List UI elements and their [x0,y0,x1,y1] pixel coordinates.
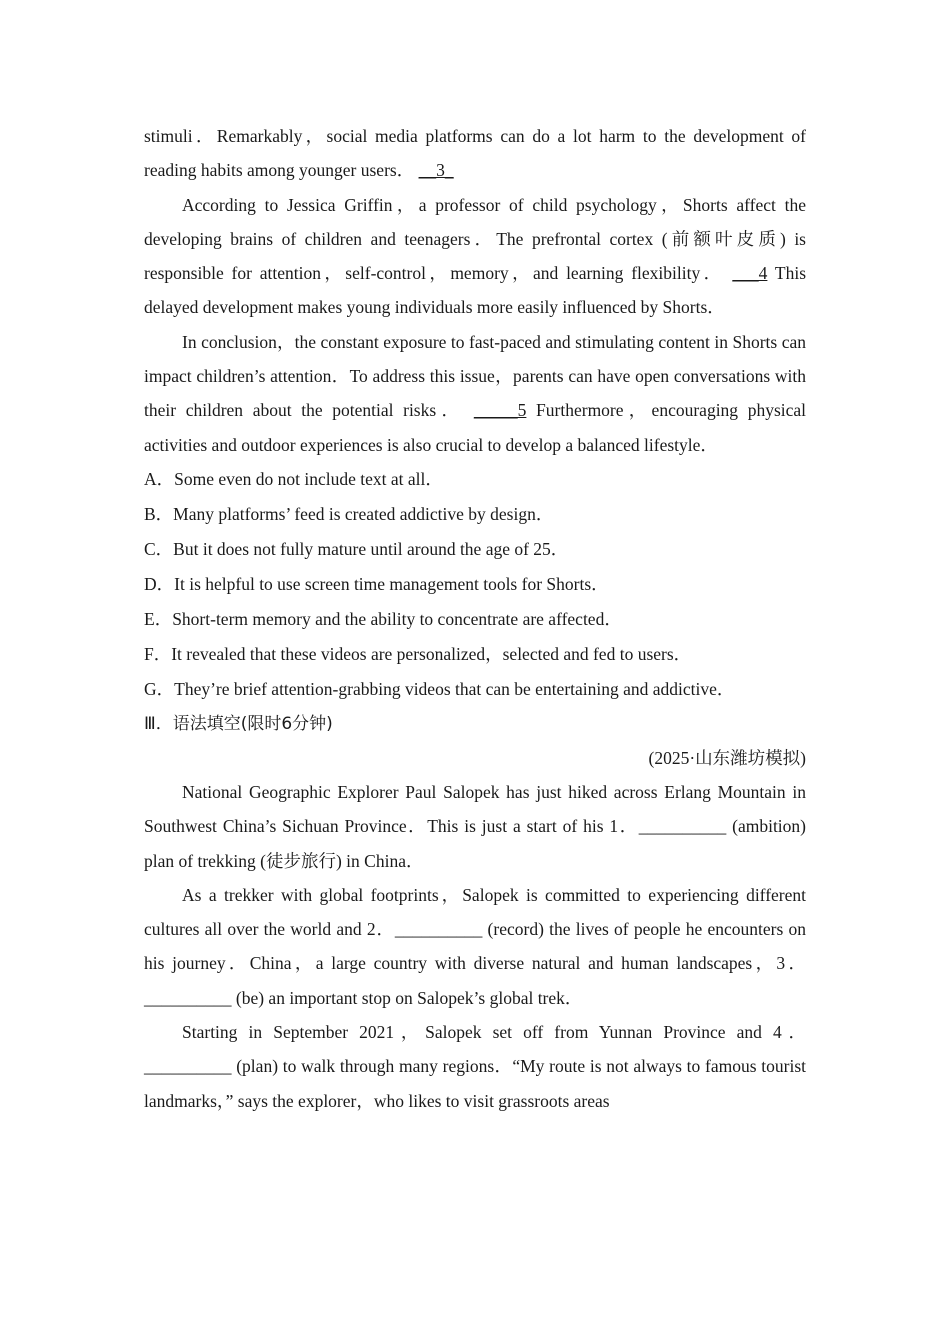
option-b: B．Many platforms’ feed is created addictive by design． [144,503,554,524]
option-c: C．But it does not fully mature until around the age of 25． [144,538,569,559]
section-title: Ⅲ．语法填空(限时6分钟) [144,713,333,734]
paragraph-text: stimuli．Remarkably，social media platforms can do a lot harm to the development of reading habits among younger users． [144,126,806,181]
passage2-paragraph-1: As a trekker with global footprints，Salopek is committed to experiencing different cultures all over the world and 2．__________ (record) the lives of people he encounters on his journey．China，a large country with diverse natural and human landscapes，3．__________ (be) an important stop on Salopek’s global trek． [144,884,806,1008]
passage1-paragraph-2 [144,325,806,462]
option-a: A．Some even do not include text at all． [144,468,443,489]
blank-3: __3_ [418,160,454,181]
blank-5: _____5 [473,400,527,421]
passage2-paragraph-0: National Geographic Explorer Paul Salopek has just hiked across Erlang Mountain in Southwest China’s Sichuan Province．This is just a start of his 1．__________ (ambition) plan of trekking (徒步旅行) in China． [144,781,806,871]
passage1-paragraph-0 [144,119,806,188]
document-page [144,119,806,1118]
blank-4: ___4 [732,263,768,284]
option-e: E．Short-term memory and the ability to concentrate are affected． [144,608,622,629]
paragraph-text: According to Jessica Griffin，a professor of child psychology，Shorts affect the developing brains of children and teenagers．The prefrontal cortex (前额叶皮质) is responsible for attention，self-control，memory，and learning flexibility． [144,194,806,284]
option-f: F．It revealed that these videos are personalized，selected and fed to users． [144,643,692,664]
option-d: D．It is helpful to use screen time management tools for Shorts． [144,573,609,594]
passage2-paragraph-2: Starting in September 2021，Salopek set off from Yunnan Province and 4．__________ (plan) to walk through many regions．“My route is not always to famous tourist landmarks，” says the explorer，who likes to visit grassroots areas [144,1022,806,1111]
paragraph-text: In conclusion，the constant exposure to fast-paced and stimulating content in Shorts can impact children’s attention．To address this issue，parents can have open conversations with their children about the potential risks． [144,331,806,421]
passage1-paragraph-1 [144,188,806,325]
source-label: (2025·山东潍坊模拟) [648,747,806,768]
option-g: G．They’re brief attention-grabbing videos that can be entertaining and addictive． [144,678,735,699]
paragraph-text-after: This delayed development makes young individuals more easily influenced by Shorts． [144,263,807,318]
paragraph-text-after: Furthermore，encouraging physical activities and outdoor experiences is also crucial to develop a balanced lifestyle． [144,400,807,455]
